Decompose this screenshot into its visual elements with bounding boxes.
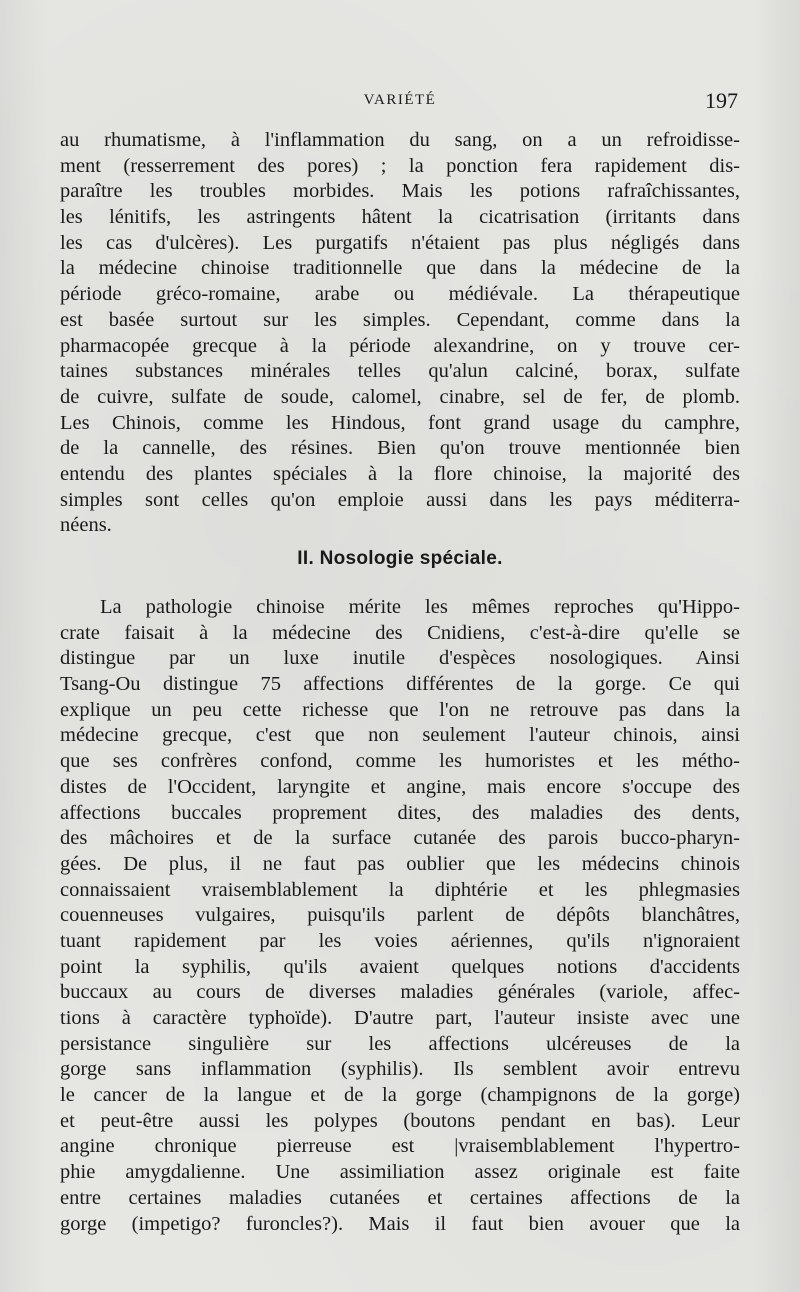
text-line: et peut-être aussi les polypes (boutons pendant en bas). Leur	[60, 1109, 740, 1132]
text-line: gorge sans inflammation (syphilis). Ils semblent avoir entrevu	[60, 1058, 740, 1081]
spacer	[60, 585, 740, 595]
text-line: période gréco-romaine, arabe ou médiévale. La thérapeutique	[60, 283, 740, 306]
running-title: VARIÉTÉ	[363, 92, 437, 108]
text-line: paraître les troubles morbides. Mais les potions rafraîchissantes,	[60, 180, 740, 203]
text-line: distes de l'Occident, laryngite et angine, mais encore s'occupe des	[60, 775, 740, 798]
text-line: des mâchoires et de la surface cutanée des parois bucco-pharyn-	[60, 827, 740, 850]
text-line: pharmacopée grecque à la période alexandrine, on y trouve cer-	[60, 334, 740, 357]
text-line: entendu des plantes spéciales à la flore chinoise, la majorité des	[60, 462, 740, 485]
text-line: Tsang-Ou distingue 75 affections différentes de la gorge. Ce qui	[60, 673, 740, 696]
text-line: les lénitifs, les astringents hâtent la cicatrisation (irritants dans	[60, 206, 740, 229]
text-line: au rhumatisme, à l'inflammation du sang, on a un refroidisse-	[60, 129, 740, 151]
text-line: point la syphilis, qu'ils avaient quelques notions d'accidents	[60, 955, 740, 978]
text-line: de la cannelle, des résines. Bien qu'on trouve mentionnée bien	[60, 437, 740, 460]
text-line: simples sont celles qu'on emploie aussi dans les pays méditerra-	[60, 488, 740, 511]
text-line: ment (resserrement des pores) ; la ponction fera rapidement dis-	[60, 154, 740, 177]
text-line: tuant rapidement par les voies aériennes, qu'ils n'ignoraient	[60, 929, 740, 952]
text-line: est basée surtout sur les simples. Cependant, comme dans la	[60, 308, 740, 331]
text-line: taines substances minérales telles qu'alun calciné, borax, sulfate	[60, 360, 740, 383]
text-line: tions à caractère typhoïde). D'autre part, l'auteur insiste avec une	[60, 1007, 740, 1029]
page-number: 197	[705, 88, 738, 113]
text-line: Les Chinois, comme les Hindous, font grand usage du camphre,	[60, 411, 740, 434]
text-line: connaissaient vraisemblablement la diphtérie et les phlegmasies	[60, 878, 740, 901]
text-line: de cuivre, sulfate de soude, calomel, cinabre, sel de fer, de plomb.	[60, 385, 740, 408]
text-line: buccaux au cours de diverses maladies générales (variole, affec-	[60, 981, 740, 1004]
text-line: néens.	[60, 514, 112, 537]
text-line: les cas d'ulcères). Les purgatifs n'étaient pas plus négligés dans	[60, 231, 740, 254]
text-line: que ses confrères confond, comme les humoristes et les métho-	[60, 750, 740, 773]
text-line: distingue par un luxe inutile d'espèces nosologiques. Ainsi	[60, 647, 740, 670]
body-text	[60, 128, 740, 1237]
text-line: couenneuses vulgaires, puisqu'ils parlent de dépôts blanchâtres,	[60, 904, 740, 927]
text-line: gorge (impetigo? furoncles?). Mais il faut bien avouer que la	[60, 1212, 740, 1235]
text-line: persistance singulière sur les affections ulcéreuses de la	[60, 1032, 740, 1055]
text-line: phie amygdalienne. Une assimiliation assez originale est faite	[60, 1161, 740, 1184]
text-line: médecine grecque, c'est que non seulement l'auteur chinois, ainsi	[60, 724, 740, 747]
text-line: la médecine chinoise traditionnelle que dans la médecine de la	[60, 257, 740, 280]
paragraph-therapeutics	[60, 128, 740, 539]
text-line: La pathologie chinoise mérite les mêmes reproches qu'Hippo-	[100, 596, 740, 618]
text-line: le cancer de la langue et de la gorge (champignons de la gorge)	[60, 1084, 740, 1107]
text-line: entre certaines maladies cutanées et certaines affections de la	[60, 1186, 740, 1209]
running-head	[60, 88, 740, 118]
section-title: II. Nosologie spéciale.	[297, 548, 503, 569]
text-line: affections buccales proprement dites, des maladies des dents,	[60, 801, 740, 824]
text-line: explique un peu cette richesse que l'on ne retrouve pas dans la	[60, 698, 740, 721]
text-line: angine chronique pierreuse est |vraisemblablement l'hypertro-	[60, 1135, 740, 1158]
text-line: gées. De plus, il ne faut pas oublier que les médecins chinois	[60, 852, 740, 875]
paragraph-nosology	[60, 595, 740, 1237]
text-line: crate faisait à la médecine des Cnidiens, c'est-à-dire qu'elle se	[60, 621, 740, 644]
